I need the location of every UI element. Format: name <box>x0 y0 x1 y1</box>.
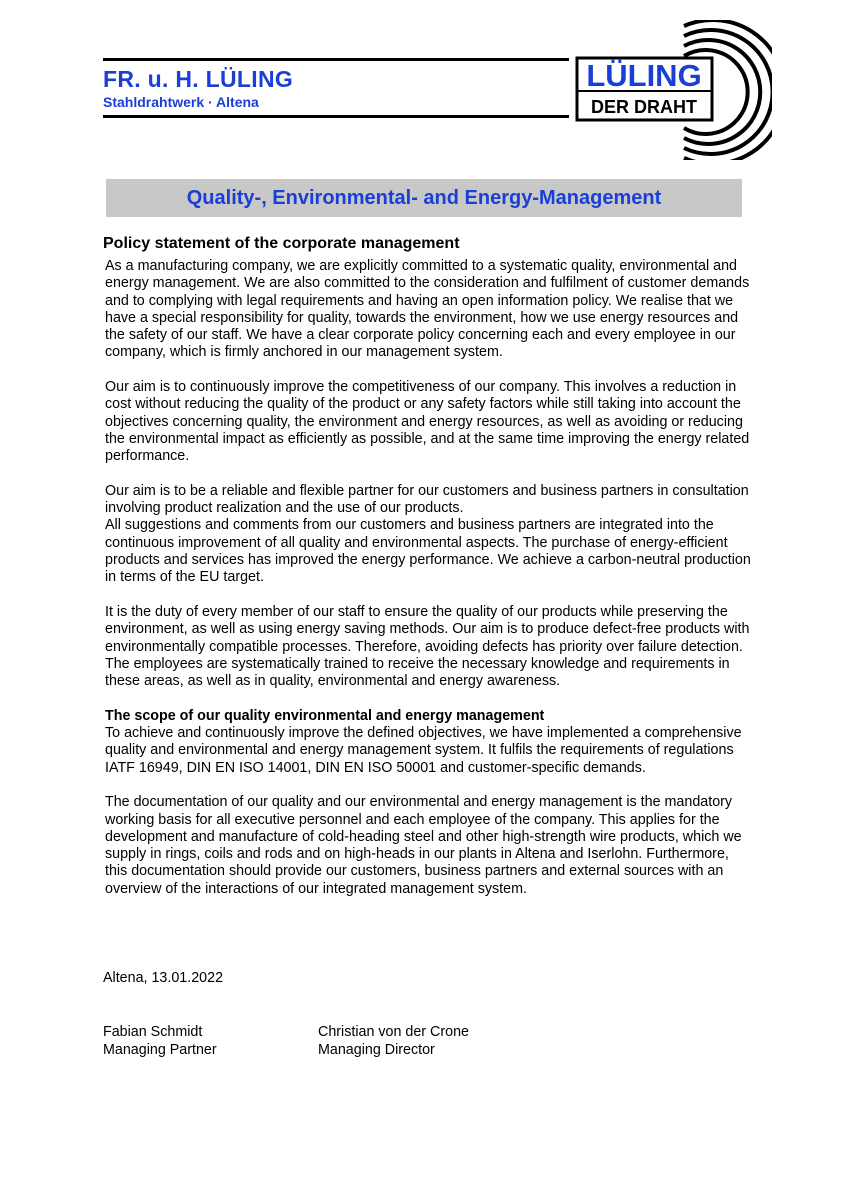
scope-section <box>105 708 753 777</box>
letterhead-top-rule <box>103 58 569 61</box>
scope-heading: The scope of our quality environmental and energy management <box>105 707 545 724</box>
wire-coil-logo-icon <box>572 20 772 160</box>
signatory-block <box>103 1023 217 1059</box>
policy-paragraph: Our aim is to be a reliable and flexible partner for our customers and business partners in consultation involving product realization and the use of our products. <box>105 482 749 517</box>
policy-paragraph: Our aim is to continuously improve the competitiveness of our company. This involves a reduction in cost without reducing the quality of the product or any safety factors while still taking into account the objectives concerning quality, the environment and energy resources, as well as avoiding or reducing the environmental impact as efficiently as possible, and at the same time improving the energy related performance. <box>105 379 750 465</box>
policy-paragraph: As a manufacturing company, we are explicitly committed to a systematic quality, environmental and energy management. We are also committed to the consideration and fulfilment of customer demands and to complying with legal requirements and having an open information policy. We realise that we have a special responsibility for quality, towards the environment, how we use energy resources and the safety of our staff. We have a clear corporate policy concerning each and every employee in our company, which is firmly anchored in our management system. <box>105 258 750 361</box>
place-date: Altena, 13.01.2022 <box>103 970 224 986</box>
signatory-name: Fabian Schmidt <box>103 1024 203 1040</box>
company-name: FR. u. H. LÜLING <box>103 66 294 92</box>
signatory-role: Managing Partner <box>103 1042 217 1058</box>
policy-paragraph: It is the duty of every member of our staff to ensure the quality of our products while preserving the environment, as well as using energy saving methods. Our aim is to produce defect-free products with environmentally compatible processes. Therefore, avoiding defects has priority over failure detection. <box>105 603 750 655</box>
title-band <box>106 179 742 217</box>
policy-body <box>105 258 753 915</box>
company-subtitle: Stahldrahtwerk · Altena <box>103 94 259 110</box>
policy-paragraph: All suggestions and comments from our customers and business partners are integrated into the continuous improvement of all quality and environmental aspects. The purchase of energy-efficient products and services has improved the energy performance. We achieve a carbon-neutral production in terms of the EU target. <box>105 517 751 586</box>
signatory-block <box>318 1023 469 1059</box>
policy-heading: Policy statement of the corporate management <box>103 235 460 252</box>
policy-paragraph: The employees are systematically trained to receive the necessary knowledge and requirements in these areas, as well as in quality, environmental and energy awareness. <box>105 655 730 690</box>
logo-top-text: LÜLING <box>586 58 702 93</box>
page-title: Quality-, Environmental- and Energy-Management <box>186 187 662 209</box>
signatory-role: Managing Director <box>318 1042 435 1058</box>
scope-paragraph: The documentation of our quality and our environmental and energy management is the mandatory working basis for all executive personnel and each employee of the company. This applies for the development and manufacture of cold-heading steel and other high-strength wire products, which we supply in rings, coils and rods and on high-heads in our plants in Altena and Iserlohn. Furthermore, this documentation should provide our customers, business partners and external sources with an overview of the interactions of our integrated management system. <box>105 794 742 897</box>
scope-paragraph: To achieve and continuously improve the defined objectives, we have implemented a comprehensive quality and environmental and energy management system. It fulfils the requirements of regulations IATF 16949, DIN EN ISO 14001, DIN EN ISO 50001 and customer-specific demands. <box>105 725 742 776</box>
logo-bottom-text: DER DRAHT <box>591 97 697 117</box>
signatory-name: Christian von der Crone <box>318 1024 469 1040</box>
letterhead-bottom-rule <box>103 115 569 118</box>
company-logo <box>572 20 772 160</box>
